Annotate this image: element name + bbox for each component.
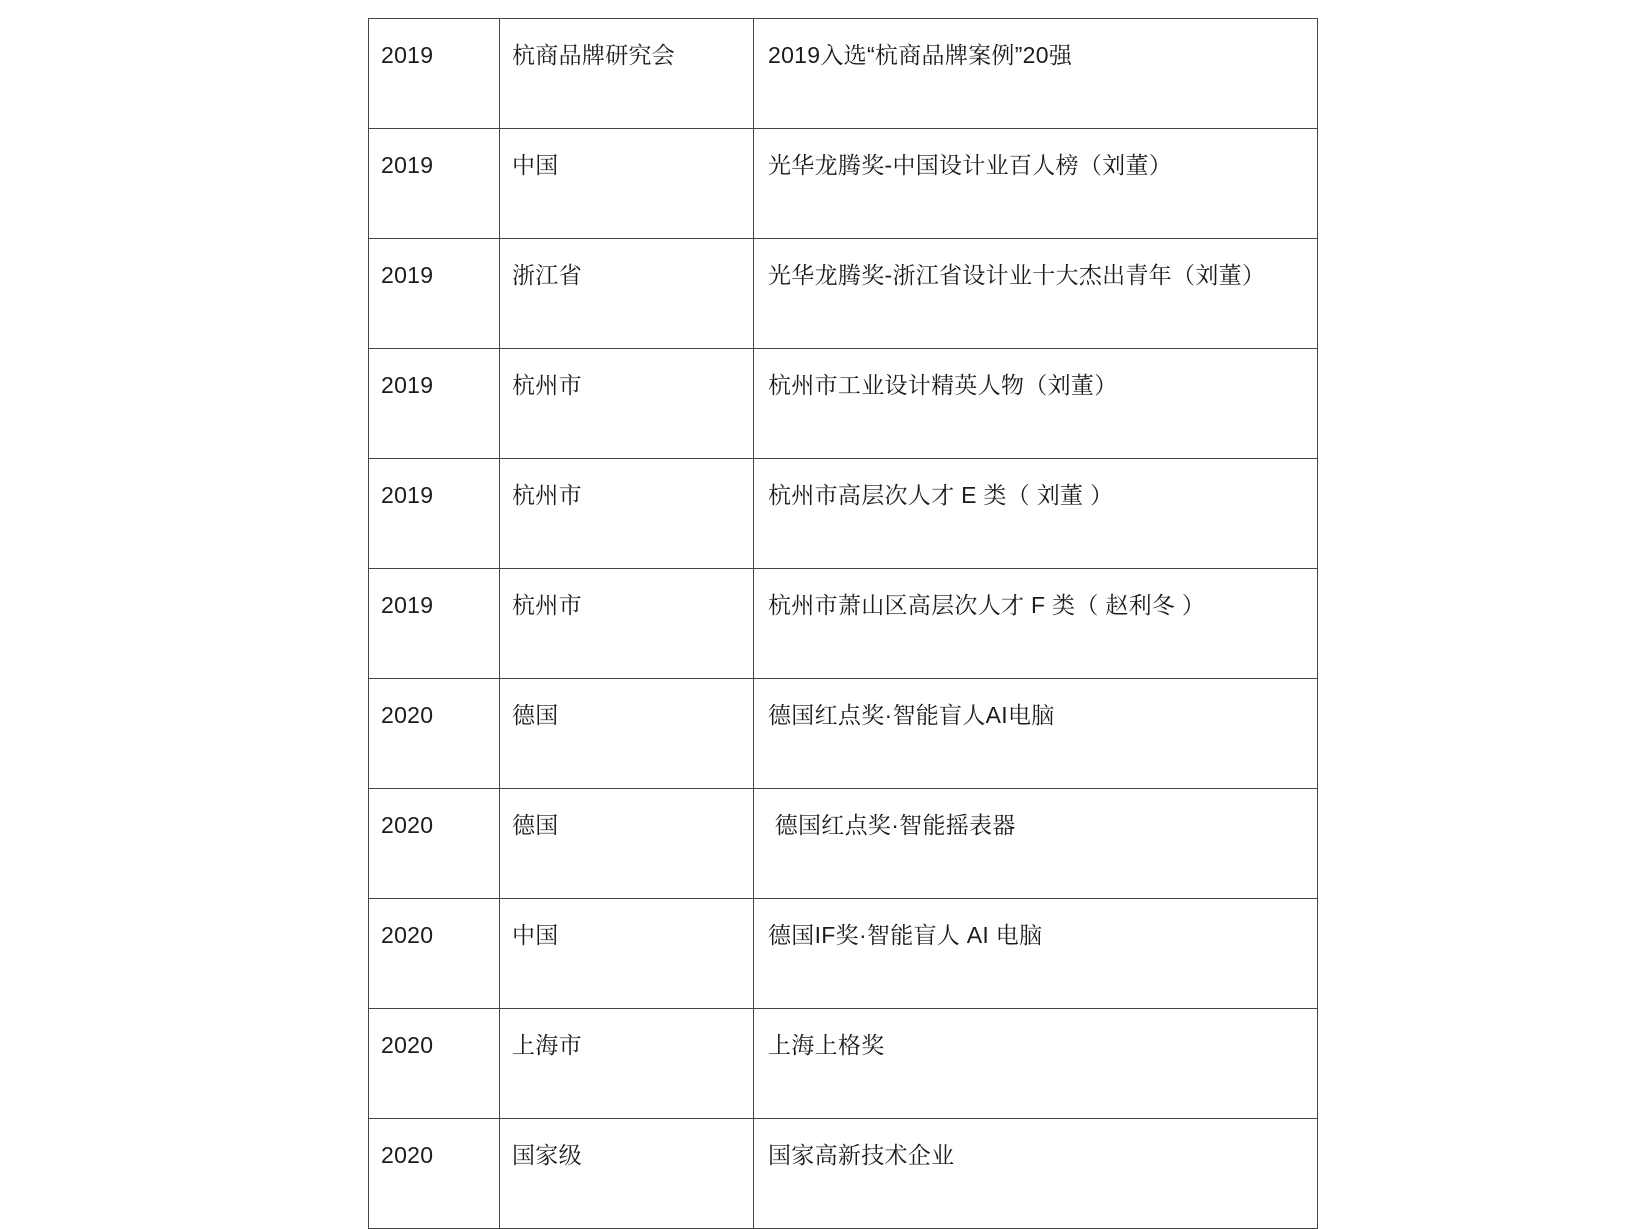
cell-issuer: 杭州市	[500, 569, 754, 679]
table-row	[369, 1119, 1318, 1229]
table-row	[369, 789, 1318, 899]
table-row	[369, 129, 1318, 239]
table-row	[369, 19, 1318, 129]
awards-table	[368, 18, 1318, 1229]
cell-award: 德国红点奖·智能摇表器	[754, 789, 1318, 899]
cell-award: 德国红点奖·智能盲人AI电脑	[754, 679, 1318, 789]
table-row	[369, 679, 1318, 789]
cell-year: 2019	[369, 129, 500, 239]
cell-issuer: 杭州市	[500, 349, 754, 459]
cell-award: 德国IF奖·智能盲人 AI 电脑	[754, 899, 1318, 1009]
cell-award: 国家高新技术企业	[754, 1119, 1318, 1229]
cell-issuer: 杭州市	[500, 459, 754, 569]
cell-award: 杭州市萧山区高层次人才 F 类（ 赵利冬 ）	[754, 569, 1318, 679]
cell-issuer: 中国	[500, 129, 754, 239]
cell-issuer: 国家级	[500, 1119, 754, 1229]
cell-year: 2020	[369, 899, 500, 1009]
table-row	[369, 1009, 1318, 1119]
cell-year: 2020	[369, 1009, 500, 1119]
table-row	[369, 459, 1318, 569]
cell-issuer: 浙江省	[500, 239, 754, 349]
cell-year: 2020	[369, 789, 500, 899]
cell-award: 光华龙腾奖-中国设计业百人榜（刘董）	[754, 129, 1318, 239]
cell-award: 上海上格奖	[754, 1009, 1318, 1119]
cell-year: 2019	[369, 459, 500, 569]
cell-year: 2020	[369, 679, 500, 789]
table-row	[369, 239, 1318, 349]
cell-award: 2019入选“杭商品牌案例”20强	[754, 19, 1318, 129]
cell-year: 2020	[369, 1119, 500, 1229]
table-row	[369, 899, 1318, 1009]
cell-award: 杭州市高层次人才 E 类（ 刘董 ）	[754, 459, 1318, 569]
cell-year: 2019	[369, 349, 500, 459]
cell-award: 杭州市工业设计精英人物（刘董）	[754, 349, 1318, 459]
cell-issuer: 德国	[500, 679, 754, 789]
table-row	[369, 569, 1318, 679]
cell-year: 2019	[369, 19, 500, 129]
cell-issuer: 杭商品牌研究会	[500, 19, 754, 129]
cell-issuer: 中国	[500, 899, 754, 1009]
cell-issuer: 德国	[500, 789, 754, 899]
cell-issuer: 上海市	[500, 1009, 754, 1119]
table-row	[369, 349, 1318, 459]
cell-award: 光华龙腾奖-浙江省设计业十大杰出青年（刘董）	[754, 239, 1318, 349]
cell-year: 2019	[369, 239, 500, 349]
cell-year: 2019	[369, 569, 500, 679]
